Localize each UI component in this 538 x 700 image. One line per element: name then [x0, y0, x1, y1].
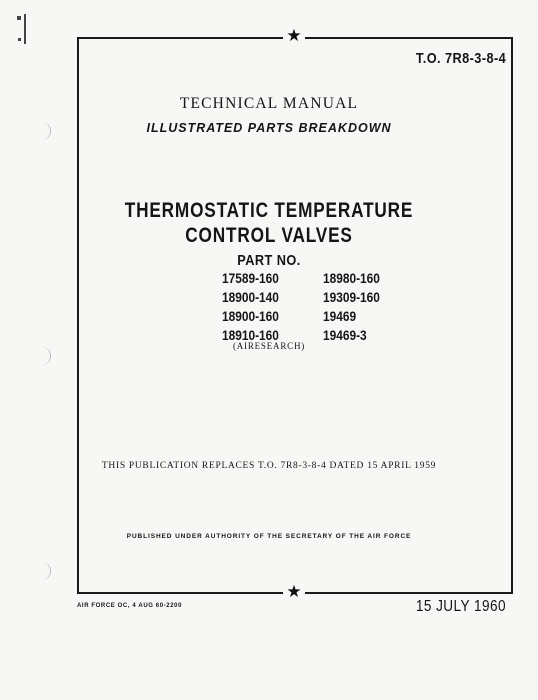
- part-number: 18900-160: [222, 308, 279, 324]
- part-number: 19309-160: [323, 289, 380, 305]
- manual-type: TECHNICAL MANUAL: [179, 95, 359, 112]
- to-number: T.O. 7R8-3-8-4: [415, 50, 506, 67]
- scan-mark: [18, 38, 21, 41]
- part-number: 19469: [323, 308, 357, 324]
- title-line-2: CONTROL VALVES: [185, 224, 353, 247]
- binder-hole: [42, 562, 51, 580]
- scan-mark: [17, 16, 21, 20]
- replaces-notice: THIS PUBLICATION REPLACES T.O. 7R8-3-8-4 DATED 15 APRIL 1959: [101, 461, 437, 471]
- authority-statement: PUBLISHED UNDER AUTHORITY OF THE SECRETARY OF THE AIR FORCE: [126, 533, 412, 540]
- part-number: 18900-140: [222, 289, 279, 305]
- printer-code: AIR FORCE OC, 4 AUG 60-2200: [77, 603, 183, 609]
- part-number: 18980-160: [323, 270, 380, 286]
- star-icon: ★: [283, 28, 305, 45]
- manufacturer: (AIRESEARCH): [232, 341, 306, 351]
- star-icon: ★: [283, 584, 305, 601]
- publication-date: 15 JULY 1960: [415, 598, 506, 615]
- part-number-heading: PART NO.: [237, 252, 301, 269]
- manual-subtitle: ILLUSTRATED PARTS BREAKDOWN: [146, 121, 392, 135]
- scan-mark: [24, 14, 26, 44]
- part-number: 19469-3: [323, 327, 367, 343]
- part-number: 17589-160: [222, 270, 279, 286]
- title-line-1: THERMOSTATIC TEMPERATURE: [124, 199, 414, 222]
- part-number: 18910-160: [222, 327, 279, 343]
